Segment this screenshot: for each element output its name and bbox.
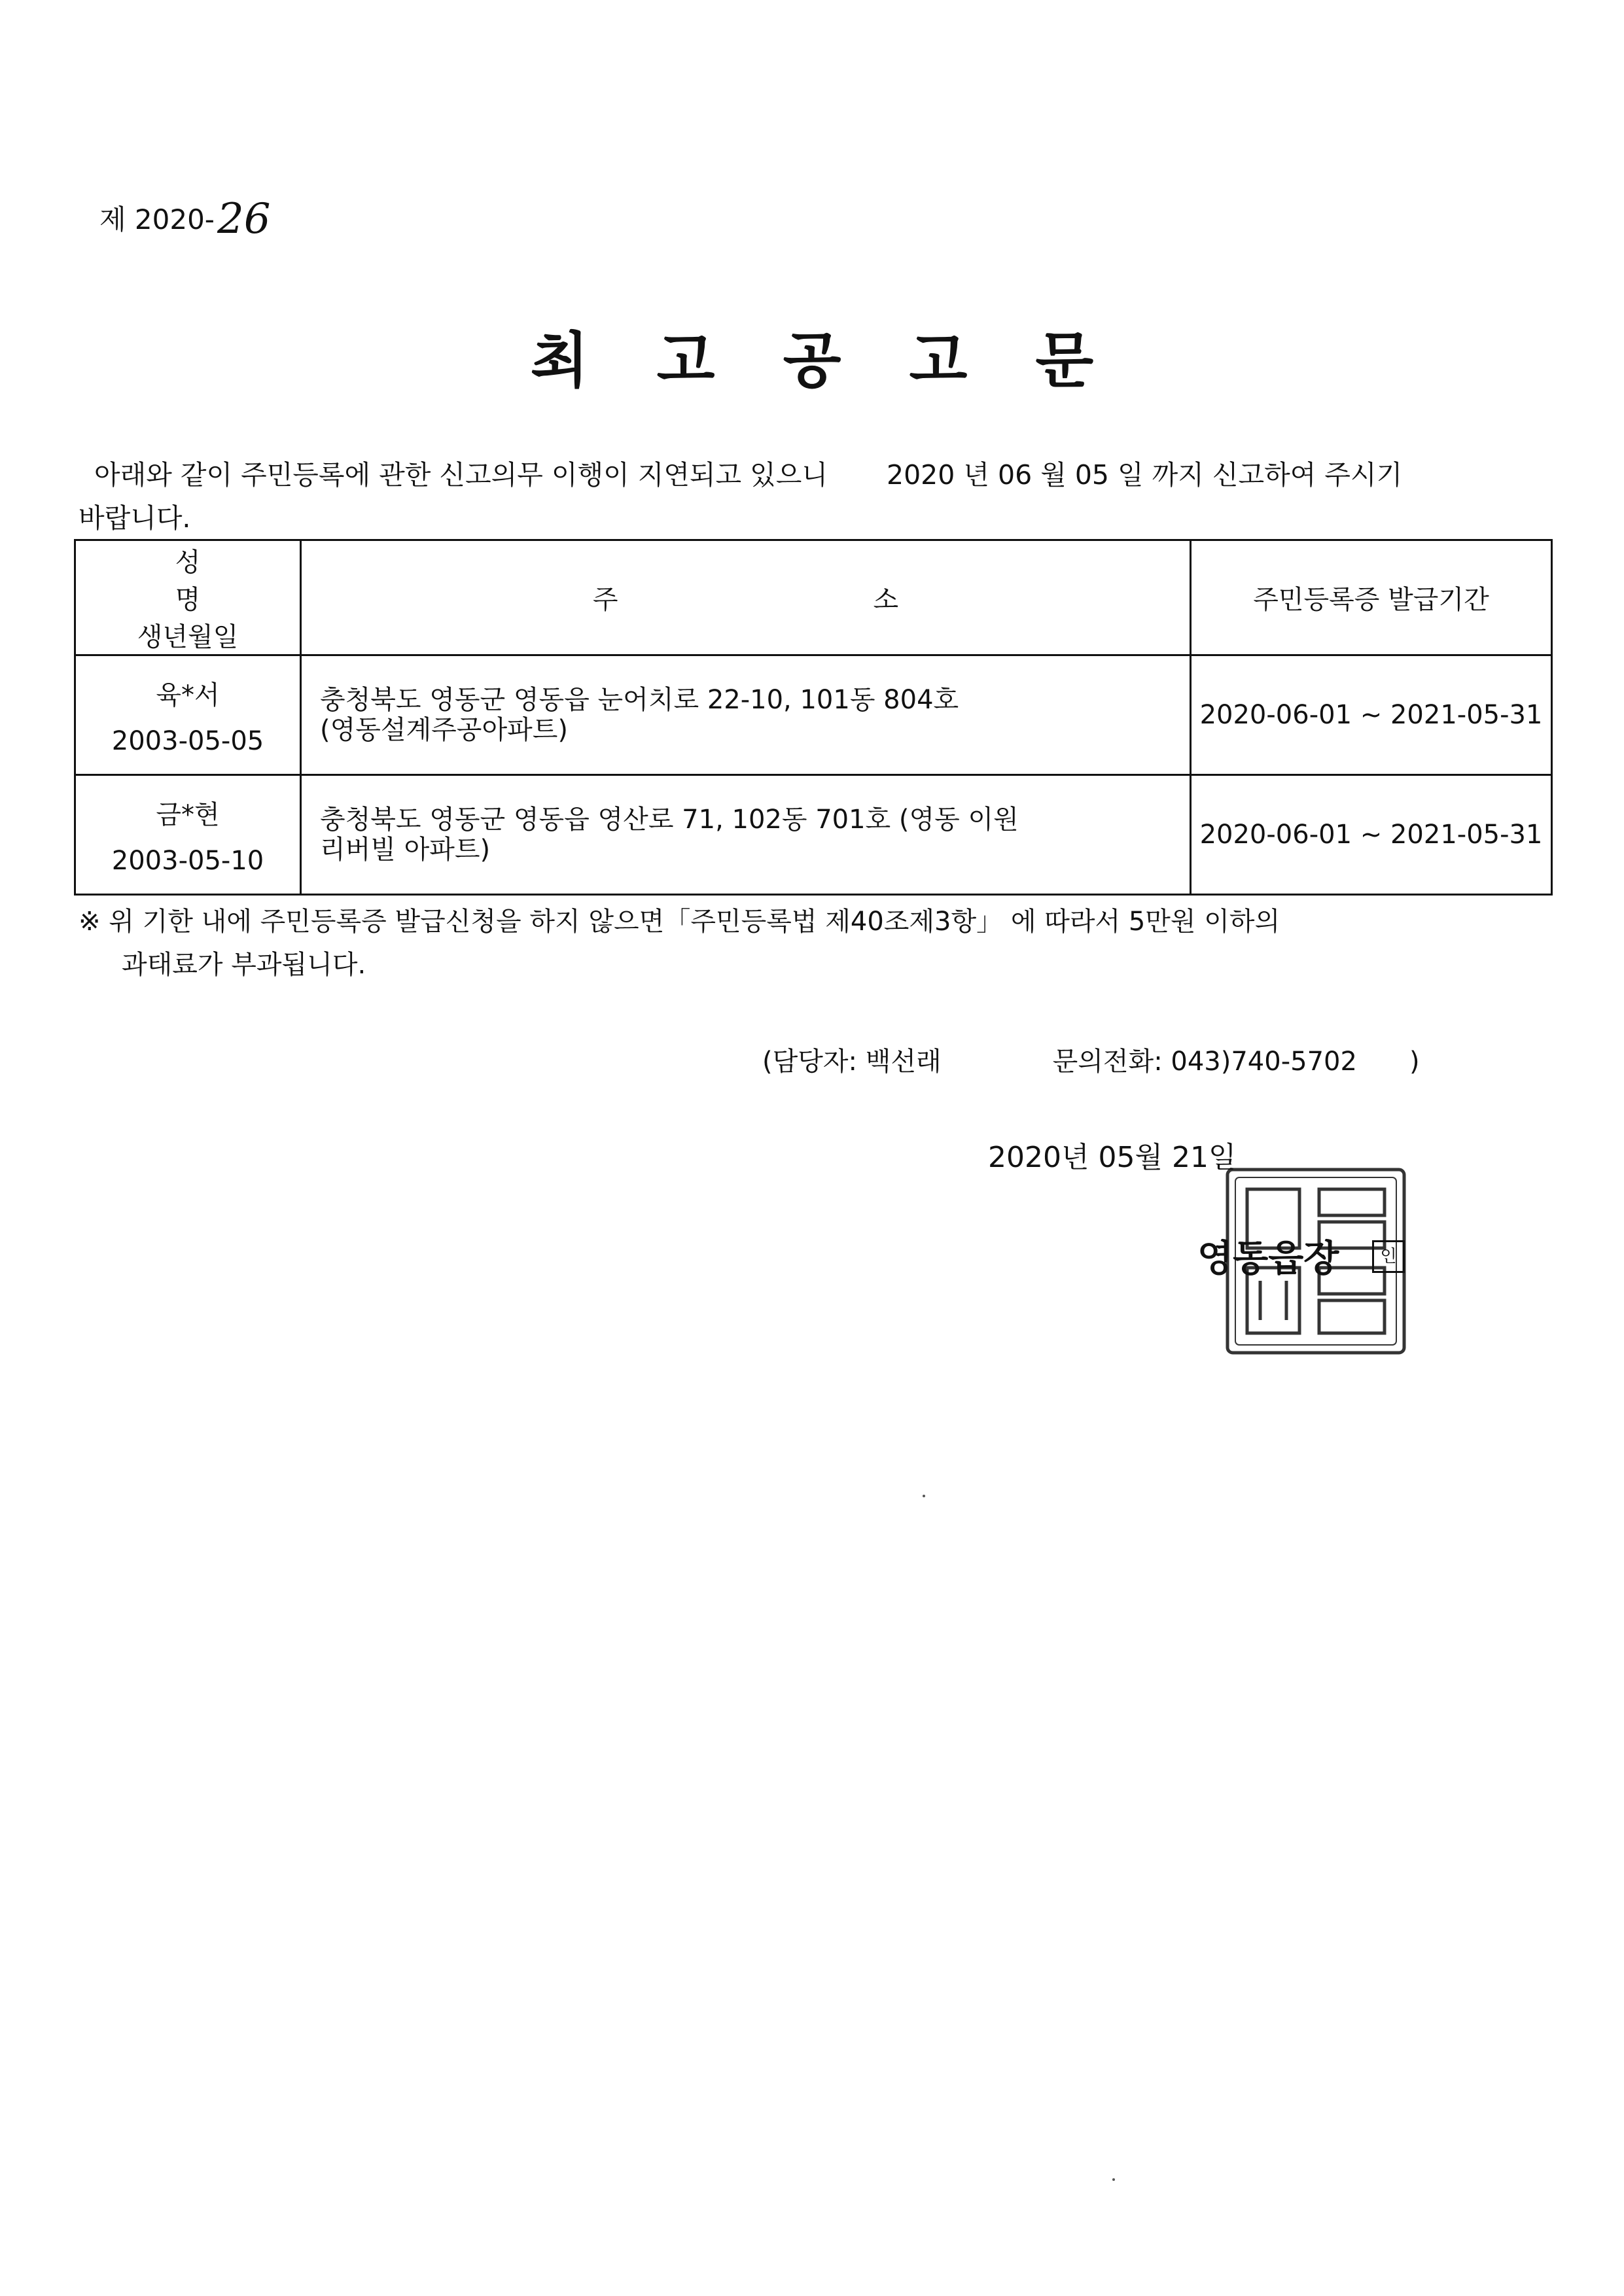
scan-speck <box>923 1495 925 1497</box>
header-address-a: 주 <box>592 585 618 615</box>
note-line2: 과태료가 부과됩니다. <box>122 950 366 980</box>
penalty-note <box>79 900 1551 986</box>
intro-paragraph <box>79 453 1531 540</box>
title-char: 문 <box>1035 326 1094 396</box>
page-title <box>0 313 1624 399</box>
issue-date: 2020년 05월 21일 <box>988 1141 1237 1174</box>
contact-phone: 문의전화: 043)740-5702 <box>1052 1047 1357 1077</box>
title-char: 최 <box>530 326 589 396</box>
document-number <box>99 191 271 243</box>
doc-number-prefix: 제 2020- <box>99 203 215 235</box>
intro-deadline: 2020 년 06 월 05 일 까지 신고하여 주시기 <box>886 459 1403 491</box>
address-line1: 충청북도 영동군 영동읍 영산로 71, 102동 701호 (영동 이원 <box>320 805 1019 835</box>
address-line2: 리버빌 아파트) <box>320 835 491 865</box>
header-period: 주민등록증 발급기간 <box>1191 540 1552 655</box>
header-name: 성 명 <box>175 548 247 615</box>
cell-address <box>301 655 1191 775</box>
contact-open: ( <box>762 1047 773 1077</box>
header-name-birth <box>75 540 301 655</box>
table-row <box>75 775 1552 895</box>
intro-text: 아래와 같이 주민등록에 관한 신고의무 이행이 지연되고 있으니 <box>94 459 828 491</box>
doc-number-handwritten: 26 <box>217 195 271 243</box>
signer-title: 영동읍장 <box>1197 1238 1339 1280</box>
resident-birth: 2003-05-05 <box>111 725 264 756</box>
title-char: 공 <box>783 326 841 396</box>
header-address <box>301 540 1191 655</box>
note-line1: ※ 위 기한 내에 주민등록증 발급신청을 하지 않으면「주민등록법 제40조제3항」 에 따라서 5만원 이하의 <box>79 907 1280 937</box>
cell-name-birth <box>75 775 301 895</box>
contact-close: ) <box>1409 1047 1420 1077</box>
title-char: 고 <box>909 326 968 396</box>
cell-address <box>301 775 1191 895</box>
header-address-b: 소 <box>873 585 899 615</box>
cell-name-birth <box>75 655 301 775</box>
title-char: 고 <box>656 326 715 396</box>
cell-period: 2020-06-01 ~ 2021-05-31 <box>1191 655 1552 775</box>
table-header-row <box>75 540 1552 655</box>
contact-info <box>762 1041 1420 1078</box>
intro-line2: 바랍니다. <box>79 502 191 534</box>
cell-period: 2020-06-01 ~ 2021-05-31 <box>1191 775 1552 895</box>
resident-name: 금*현 <box>156 799 220 830</box>
header-birth: 생년월일 <box>137 622 239 652</box>
resident-name: 육*서 <box>156 680 220 710</box>
resident-birth: 2003-05-10 <box>111 845 264 876</box>
scan-speck <box>1112 2178 1115 2181</box>
address-line2: (영동설계주공아파트) <box>320 715 568 745</box>
notice-table <box>74 539 1553 896</box>
contact-person: 담당자: 백선래 <box>772 1047 942 1077</box>
table-row <box>75 655 1552 775</box>
seal-mark: 인 <box>1372 1240 1405 1273</box>
address-line1: 충청북도 영동군 영동읍 눈어치로 22-10, 101동 804호 <box>320 685 959 715</box>
